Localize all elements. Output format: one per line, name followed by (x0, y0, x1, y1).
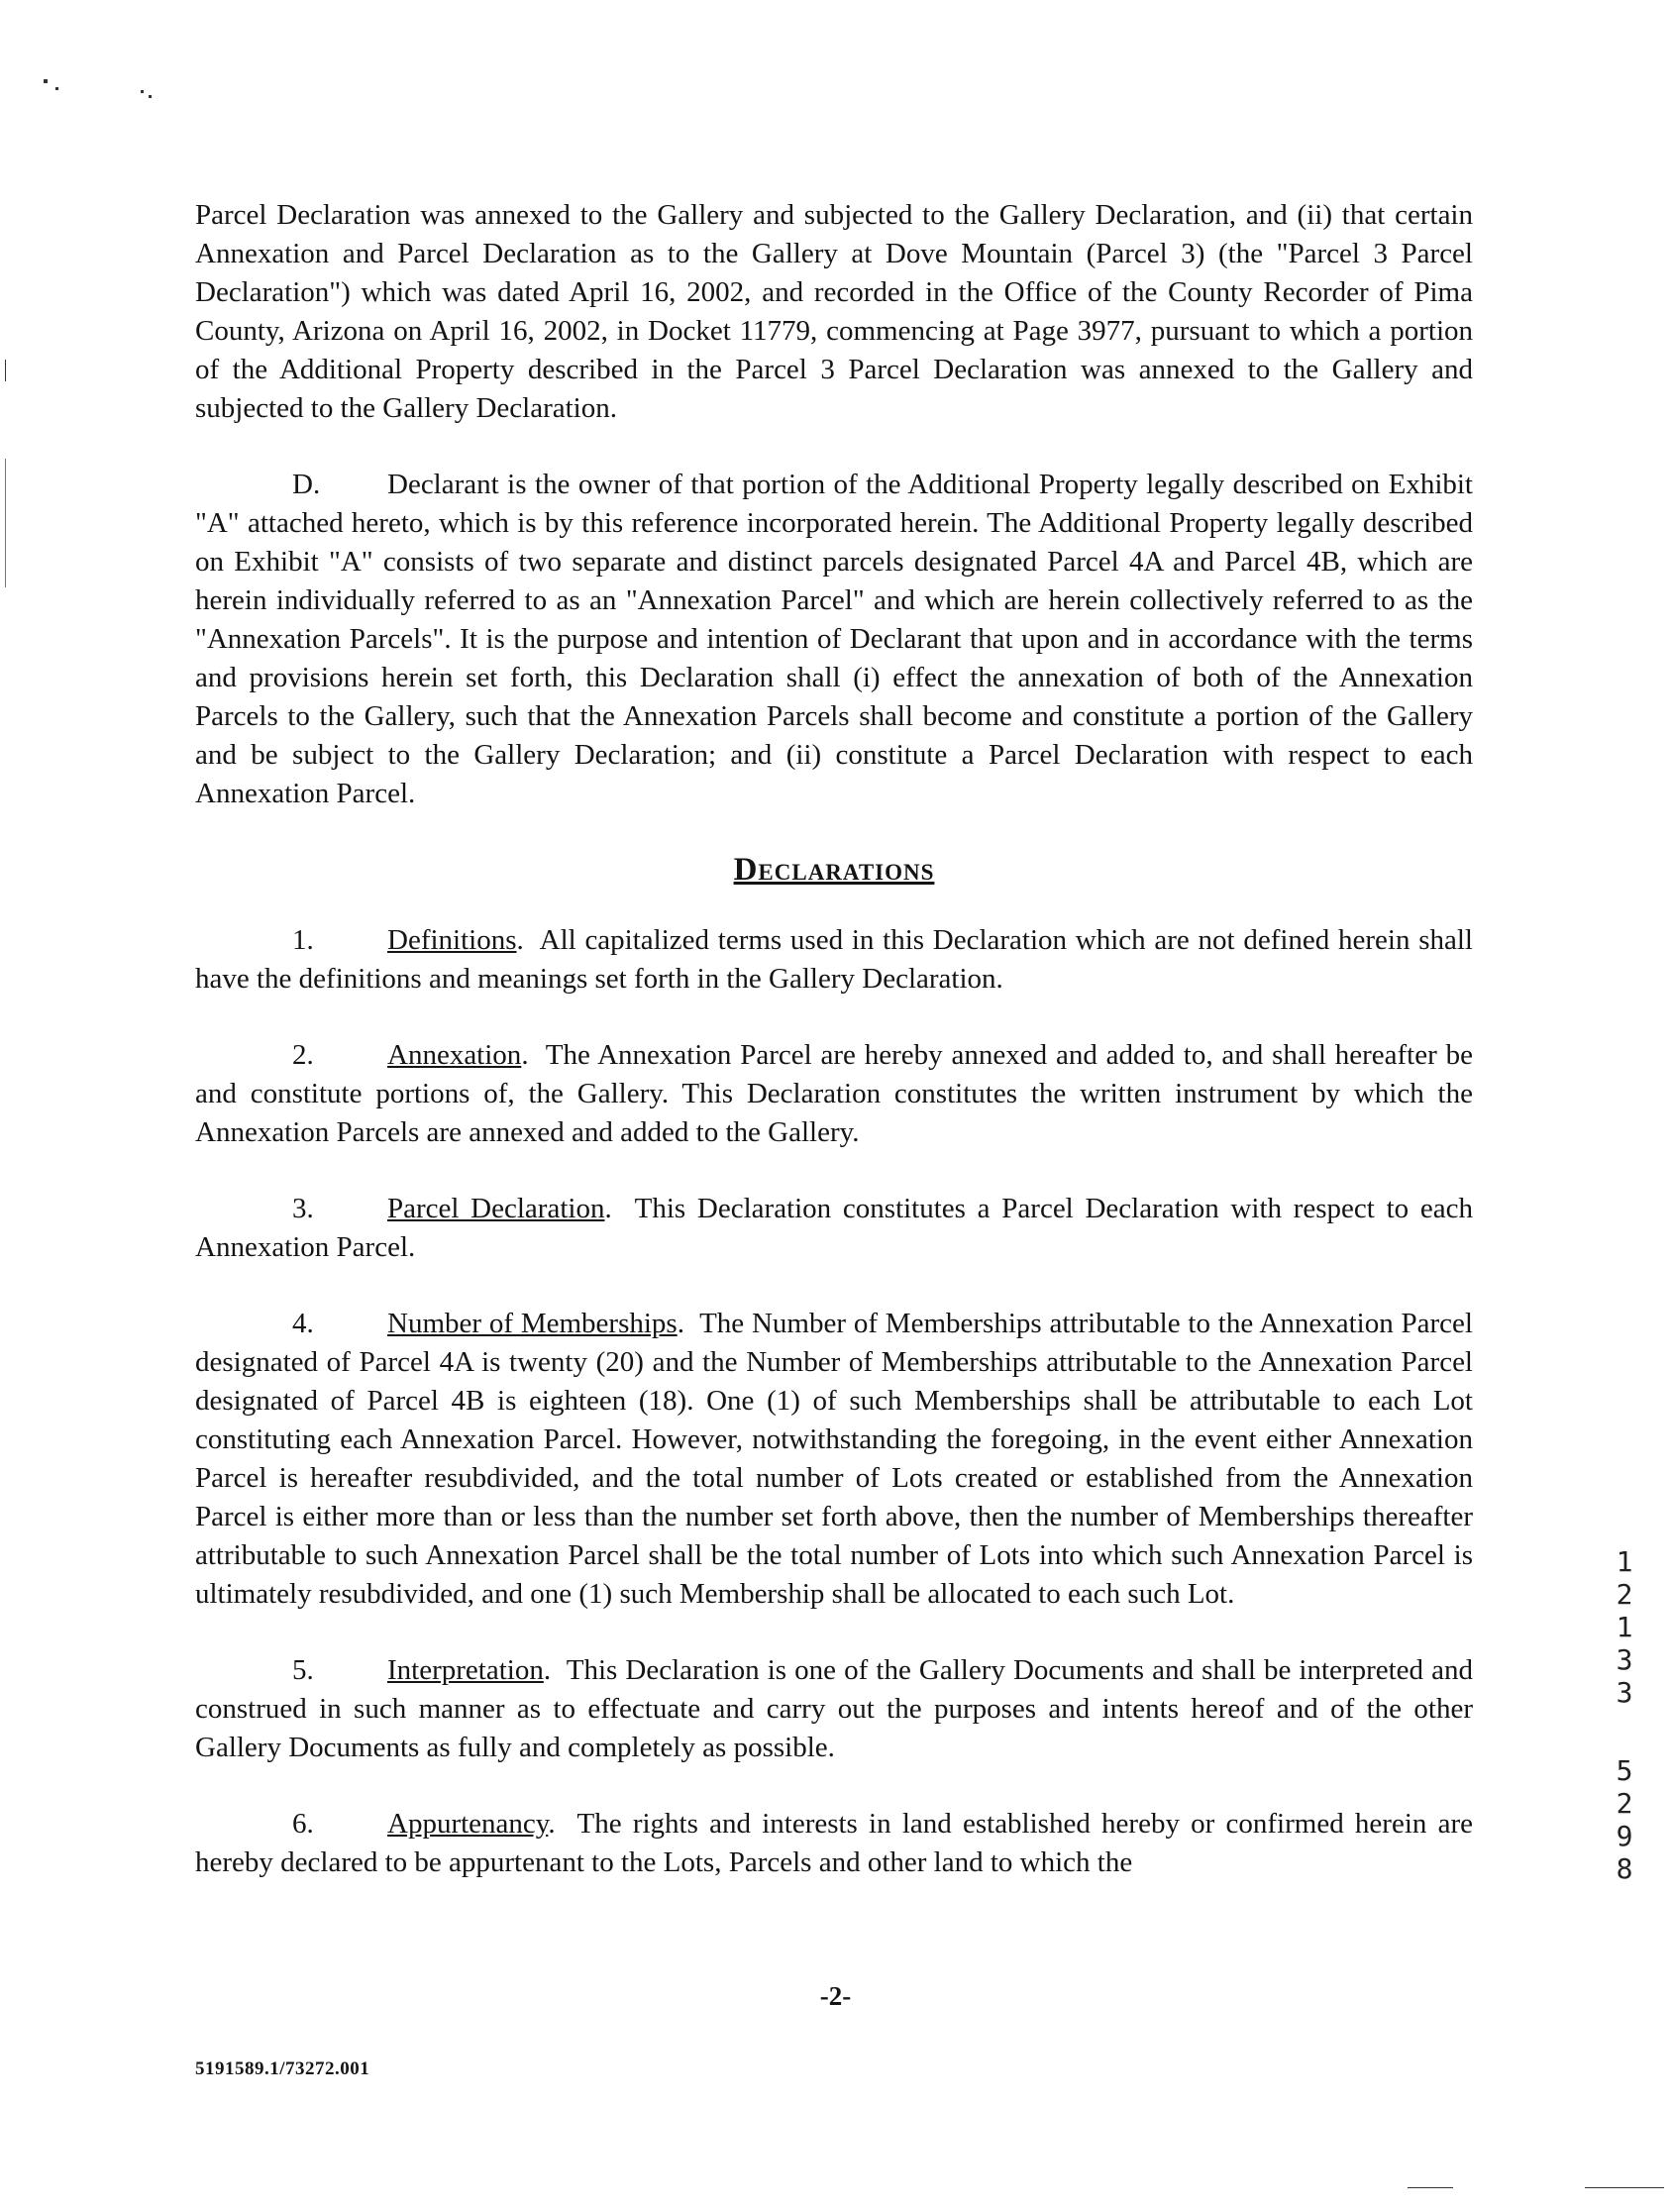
recital-text: Declarant is the owner of that portion of the Additional Property legally described on Exhibit "A" attached hereto, which is by this reference incorporated herein. The Additional Property legally described on Exhibit "A" consists of two separate and distinct parcels designated Parcel 4A and Parcel 4B, which are herein individually referred to as an "Annexation Parcel" and which are herein collectively referred to as the "Annexation Parcels". It is the purpose and intention of Declarant that upon and in accordance with the terms and provisions herein set forth, this Declaration shall (i) effect the annexation of both of the Annexation Parcels to the Gallery, such that the Annexation Parcels shall become and constitute a portion of the Gallery and be subject to the Gallery Declaration; and (ii) constitute a Parcel Declaration with respect to each Annexation Parcel. (195, 469, 1473, 809)
section-title: Interpretation (387, 1654, 544, 1686)
section-number: 5. (292, 1654, 314, 1686)
section-title: Definitions (387, 924, 517, 956)
section-5: 5. Interpretation. This Declaration is one of the Gallery Documents and shall be interpreted and construed in such manner as to effectuate and carry out the purposes and intents hereof and of the other Gallery Documents as fully and completely as possible. (195, 1651, 1473, 1767)
section-3: 3. Parcel Declaration. This Declaration constitutes a Parcel Declaration with respect to each Annexation Parcel. (195, 1190, 1473, 1267)
margin-line (5, 360, 6, 381)
section-2: 2. Annexation. The Annexation Parcel are hereby annexed and added to, and shall hereafter be and constitute portions of, the Gallery. This Declaration constitutes the written instrument by which the Annexation Parcels are annexed and added to the Gallery. (195, 1036, 1473, 1152)
stamp-digit: 3 (1616, 1676, 1633, 1709)
section-text: This Declaration is one of the Gallery Documents and shall be interpreted and construed in such manner as to effectuate and carry out the purposes and intents hereof and of the other Gallery Documents as fully and completely as possible. (195, 1654, 1473, 1763)
scan-dash (1408, 2187, 1453, 2188)
intro-paragraph: Parcel Declaration was annexed to the Gallery and subjected to the Gallery Declaration, and (ii) that certain Annexation and Parcel Declaration as to the Gallery at Dove Mountain (Parcel 3) (the "Parcel 3 Parcel Declaration") which was dated April 16, 2002, and recorded in the Office of the County Recorder of Pima County, Arizona on April 16, 2002, in Docket 11779, commencing at Page 3977, pursuant to which a portion of the Additional Property described in the Parcel 3 Parcel Declaration was annexed to the Gallery and subjected to the Gallery Declaration. (195, 199, 1473, 424)
recital-d-paragraph (195, 466, 1473, 813)
section-text: The rights and interests in land established hereby or confirmed herein are hereby declared to be appurtenant to the Lots, Parcels and other land to which the (195, 1808, 1473, 1878)
stamp-digit: 9 (1616, 1820, 1633, 1852)
section-title: Parcel Declaration (387, 1193, 605, 1224)
section-4: 4. Number of Memberships. The Number of Memberships attributable to the Annexation Parcel designated of Parcel 4A is twenty (20) and the Number of Memberships attributable to the Annexation Parcel designated of Parcel 4B is eighteen (18). One (1) of such Memberships shall be attributable to each Lot constituting each Annexation Parcel. However, notwithstanding the foregoing, in the event either Annexation Parcel is hereafter resubdivided, and the total number of Lots created or established from the Annexation Parcel is either more than or less than the number set forth above, then the number of Memberships thereafter attributable to such Annexation Parcel shall be the total number of Lots into which such Annexation Parcel is ultimately resubdivided, and one (1) such Membership shall be allocated to each such Lot. (195, 1305, 1473, 1614)
margin-line (5, 459, 6, 587)
section-title: Number of Memberships (387, 1308, 678, 1339)
section-6: 6. Appurtenancy. The rights and interests in land established hereby or confirmed herein are hereby declared to be appurtenant to the Lots, Parcels and other land to which the (195, 1805, 1473, 1882)
document-body (195, 196, 1473, 1920)
section-text: The Number of Memberships attributable to the Annexation Parcel designated of Parcel 4A is twenty (20) and the Number of Memberships attributable to the Annexation Parcel designated of Parcel 4B is eighteen (18). One (1) of such Memberships shall be attributable to each Lot constituting each Annexation Parcel. However, notwithstanding the foregoing, in the event either Annexation Parcel is hereafter resubdivided, and the total number of Lots created or established from the Annexation Parcel is either more than or less than the number set forth above, then the number of Memberships thereafter attributable to such Annexation Parcel shall be the total number of Lots into which such Annexation Parcel is ultimately resubdivided, and one (1) such Membership shall be allocated to each such Lot. (195, 1308, 1473, 1610)
section-text: The Annexation Parcel are hereby annexed and added to, and shall hereafter be and constitute portions of, the Gallery. This Declaration constitutes the written instrument by which the Annexation Parcels are annexed and added to the Gallery. (195, 1039, 1473, 1148)
recording-stamp (1605, 1545, 1644, 1885)
stamp-digit: 8 (1616, 1852, 1633, 1885)
scan-speck (149, 95, 152, 98)
section-title: Appurtenancy (387, 1808, 549, 1840)
section-number: 4. (292, 1308, 314, 1339)
scan-speck (141, 90, 144, 93)
stamp-digit: 5 (1616, 1754, 1633, 1787)
section-heading: Declarations (733, 852, 935, 888)
recital-label: D. (292, 469, 321, 500)
section-number: 3. (292, 1193, 314, 1224)
section-text: This Declaration constitutes a Parcel Declaration with respect to each Annexation Parcel. (195, 1193, 1473, 1263)
stamp-digit: 1 (1616, 1611, 1633, 1643)
section-text: All capitalized terms used in this Declaration which are not defined herein shall have the definitions and meanings set forth in the Gallery Declaration. (195, 924, 1473, 995)
stamp-digit: 3 (1616, 1643, 1633, 1676)
section-number: 1. (292, 924, 314, 956)
section-number: 2. (292, 1039, 314, 1071)
page-number: -2- (819, 1981, 852, 2011)
document-id: 5191589.1/73272.001 (195, 2058, 370, 2079)
stamp-digit: 2 (1616, 1787, 1633, 1820)
stamp-gap (1605, 1709, 1644, 1754)
stamp-digit: 1 (1616, 1545, 1633, 1578)
stamp-digit: 2 (1616, 1578, 1633, 1611)
scan-speck (55, 87, 58, 90)
scan-speck (44, 79, 48, 83)
section-title: Annexation (387, 1039, 522, 1071)
scan-dash (1585, 2187, 1664, 2188)
section-1: 1. Definitions. All capitalized terms used in this Declaration which are not defined herein shall have the definitions and meanings set forth in the Gallery Declaration. (195, 921, 1473, 999)
section-number: 6. (292, 1808, 314, 1840)
